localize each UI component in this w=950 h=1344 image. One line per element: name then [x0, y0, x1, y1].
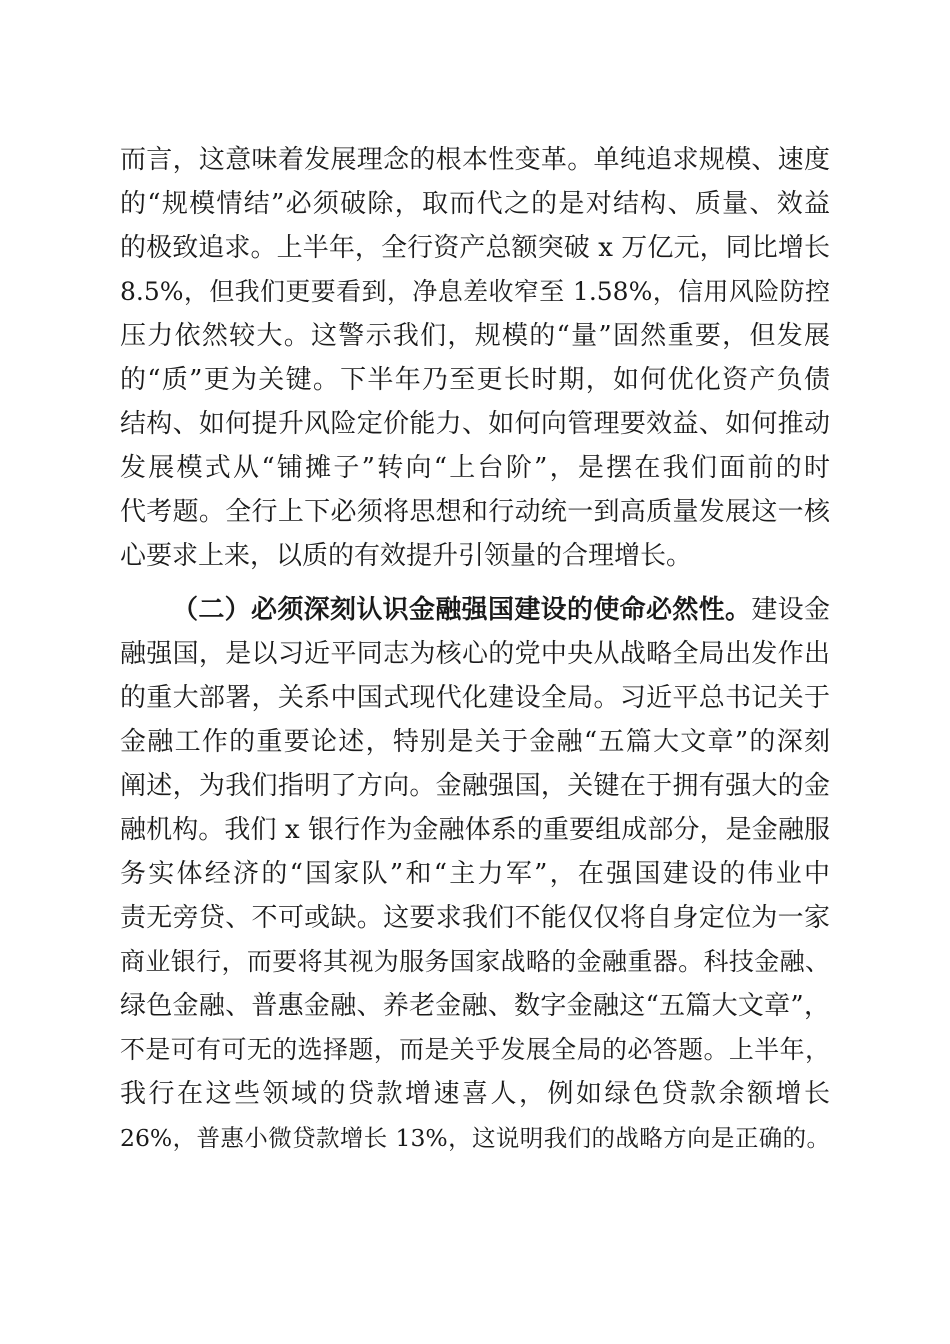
paragraph1-line-10: 心要求上来，以质的有效提升引领量的合理增长。	[120, 541, 693, 571]
paragraph1-line-6: 的“质”更为关键。下半年乃至更长时期，如何优化资产负债	[120, 365, 830, 395]
section-heading: （二）必须深刻认识金融强国建设的使命必然性。	[172, 595, 752, 625]
paragraph2-line-12: 我行在这些领域的贷款增速喜人，例如绿色贷款余额增长	[120, 1079, 830, 1109]
paragraph1-line-9: 代考题。全行上下必须将思想和行动统一到高质量发展这一核	[120, 497, 830, 527]
paragraph1-line-4: 8.5%，但我们更要看到，净息差收窄至 1.58%，信用风险防控	[120, 277, 830, 306]
paragraph2-first-line-rest: 建设金	[751, 595, 830, 625]
paragraph2-line-8: 责无旁贷、不可或缺。这要求我们不能仅仅将自身定位为一家	[120, 903, 830, 933]
paragraph2-line-11: 不是可有可无的选择题，而是关乎发展全局的必答题。上半年，	[120, 1035, 830, 1064]
paragraph1-line-2: 的“规模情结”必须破除，取而代之的是对结构、质量、效益	[120, 189, 830, 219]
paragraph1-line-7: 结构、如何提升风险定价能力、如何向管理要效益、如何推动	[120, 409, 830, 439]
paragraph1-line-8: 发展模式从“铺摊子”转向“上台阶”，是摆在我们面前的时	[120, 453, 830, 483]
paragraph2-line-3: 的重大部署，关系中国式现代化建设全局。习近平总书记关于	[120, 683, 830, 713]
paragraph2-line-4: 金融工作的重要论述，特别是关于金融“五篇大文章”的深刻	[120, 727, 830, 757]
paragraph1-line-1: 而言，这意味着发展理念的根本性变革。单纯追求规模、速度	[120, 145, 830, 175]
paragraph2-line-2: 融强国，是以习近平同志为核心的党中央从战略全局出发作出	[120, 639, 830, 669]
paragraph2-line-7: 务实体经济的“国家队”和“主力军”，在强国建设的伟业中	[120, 859, 830, 889]
paragraph2-line-10: 绿色金融、普惠金融、养老金融、数字金融这“五篇大文章”，	[120, 991, 830, 1021]
paragraph2-line-9: 商业银行，而要将其视为服务国家战略的金融重器。科技金融、	[120, 947, 830, 976]
paragraph1-line-5: 压力依然较大。这警示我们，规模的“量”固然重要，但发展	[120, 321, 830, 351]
paragraph2-line-6: 融机构。我们 x 银行作为金融体系的重要组成部分，是金融服	[120, 815, 830, 845]
paragraph2-line-5: 阐述，为我们指明了方向。金融强国，关键在于拥有强大的金	[120, 771, 830, 801]
paragraph1-line-3: 的极致追求。上半年，全行资产总额突破 x 万亿元，同比增长	[120, 233, 830, 263]
paragraph2-first-line	[172, 590, 830, 630]
paragraph2-line-13: 26%，普惠小微贷款增长 13%，这说明我们的战略方向是正确的。	[120, 1124, 830, 1152]
